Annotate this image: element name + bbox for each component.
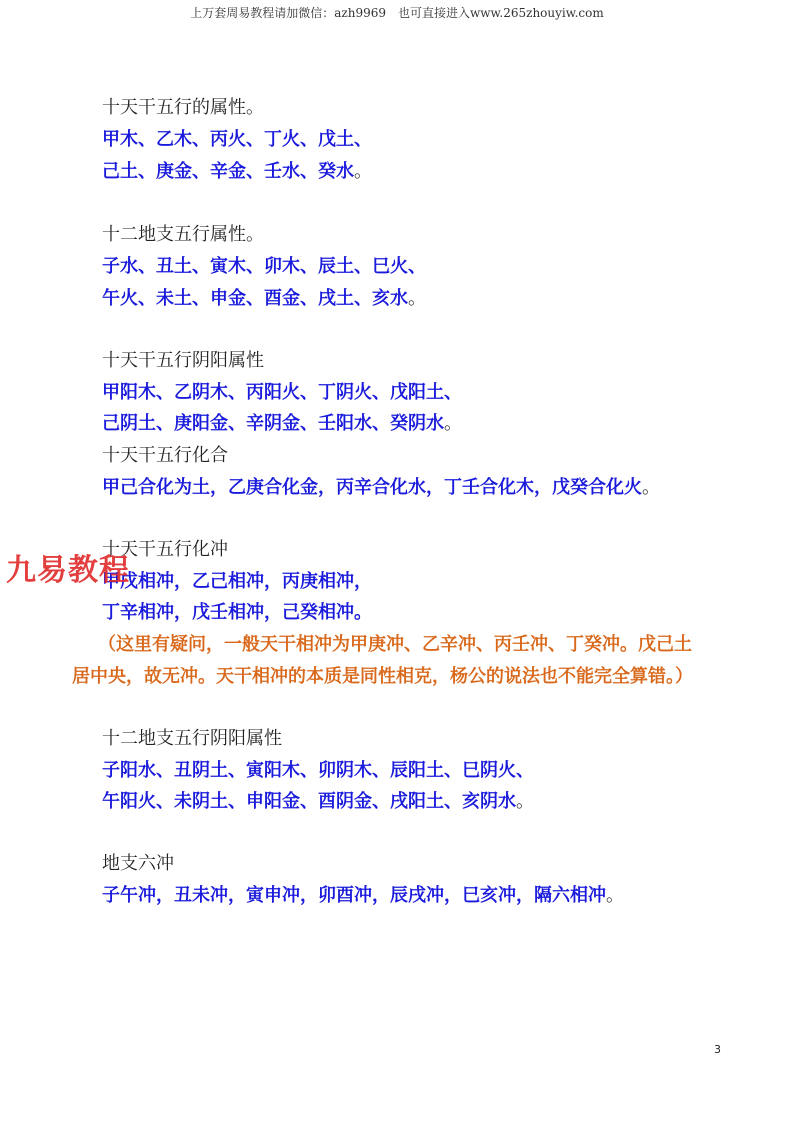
page-header: 上万套周易教程请加微信：azh9969 也可直接进入www.265zhouyiw.com bbox=[190, 6, 604, 20]
tiangan-yinyang-line-1: 甲阳木、乙阴木、丙阳火、丁阴火、戊阳土、 bbox=[102, 382, 462, 403]
tiangan-wuxing-line-1: 甲木、乙木、丙火、丁火、戊土、 bbox=[102, 129, 372, 150]
section-title-tiangan-yinyang: 十天干五行阴阳属性 bbox=[102, 350, 264, 371]
dizhi-wuxing-line-2: 午火、未土、申金、酉金、戌土、亥水。 bbox=[102, 288, 426, 309]
dizhi-wuxing-line-1: 子水、丑土、寅木、卯木、辰土、巳火、 bbox=[102, 256, 426, 277]
dizhi-yinyang-line-1: 子阳水、丑阴土、寅阳木、卯阴木、辰阳土、巳阴火、 bbox=[102, 760, 534, 781]
tiangan-hehua-line-1: 甲己合化为土，乙庚合化金，丙辛合化水，丁壬合化木，戊癸合化火。 bbox=[102, 477, 660, 498]
page-number: 3 bbox=[714, 1043, 721, 1056]
section-title-tiangan-hehua: 十天干五行化合 bbox=[102, 445, 228, 466]
section-title-dizhi-wuxing: 十二地支五行属性。 bbox=[102, 224, 264, 245]
section-title-tiangan-chong: 十天干五行化冲 bbox=[102, 539, 228, 560]
section-title-tiangan-wuxing: 十天干五行的属性。 bbox=[102, 97, 264, 118]
section-title-dizhi-yinyang: 十二地支五行阴阳属性 bbox=[102, 728, 282, 749]
dizhi-liuchong-line-1: 子午冲，丑未冲，寅申冲，卯酉冲，辰戌冲，巳亥冲，隔六相冲。 bbox=[102, 885, 624, 906]
tiangan-chong-line-2: 丁辛相冲，戊壬相冲，己癸相冲。 bbox=[102, 602, 372, 623]
dizhi-yinyang-line-2: 午阳火、未阴土、申阳金、酉阴金、戌阳土、亥阴水。 bbox=[102, 791, 534, 812]
tiangan-yinyang-line-2: 己阴土、庚阳金、辛阴金、壬阳水、癸阴水。 bbox=[102, 413, 462, 434]
section-title-dizhi-liuchong: 地支六冲 bbox=[102, 853, 174, 874]
tiangan-chong-note-2: 居中央，故无冲。天干相冲的本质是同性相克，杨公的说法也不能完全算错。） bbox=[72, 666, 693, 687]
tiangan-wuxing-line-2: 己土、庚金、辛金、壬水、癸水。 bbox=[102, 161, 372, 182]
tiangan-chong-line-1: 甲戊相冲，乙己相冲，丙庚相冲， bbox=[102, 571, 372, 592]
watermark-logo: 九易教程 bbox=[6, 553, 130, 588]
tiangan-chong-note-1: （这里有疑问，一般天干相冲为甲庚冲、乙辛冲、丙壬冲、丁癸冲。戊己土 bbox=[98, 634, 692, 655]
